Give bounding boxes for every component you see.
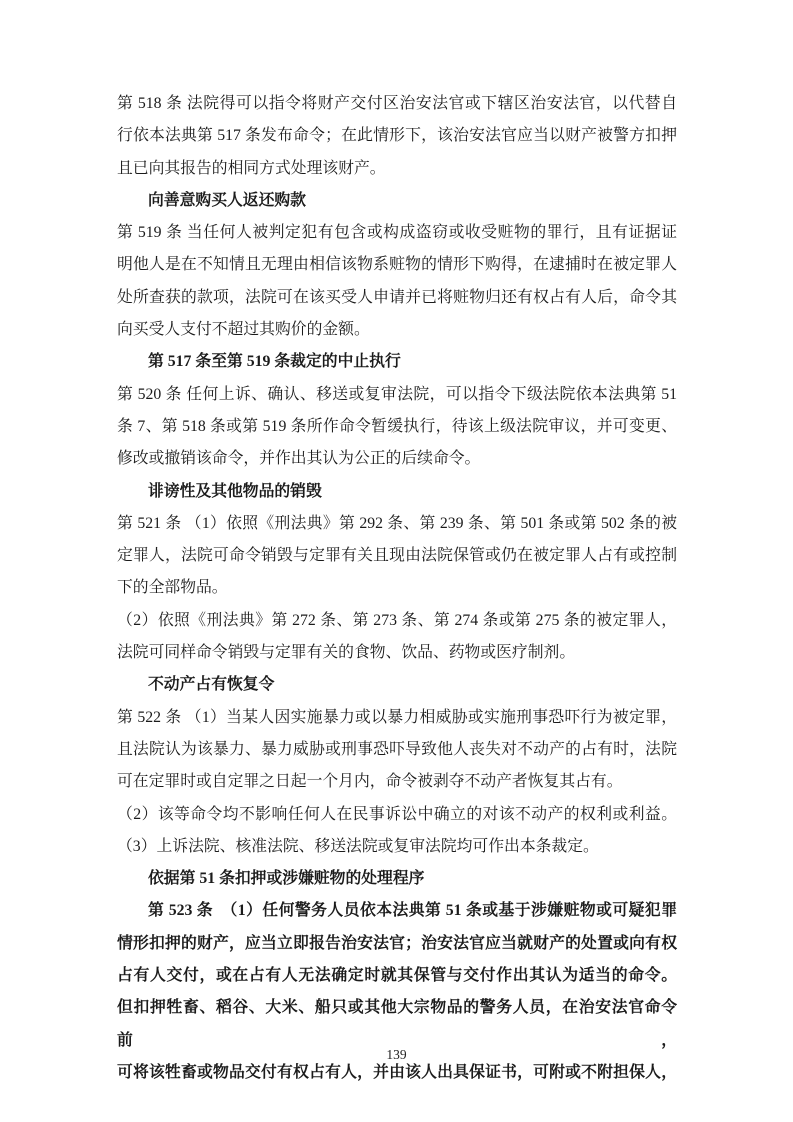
text-line: 第 521 条 （1）依照《刑法典》第 292 条、第 239 条、第 501 条或第 502 条的被 xyxy=(117,514,677,532)
text-line: 第 523 条 （1）任何警务人员依本法典第 51 条或基于涉嫌赃物或可疑犯罪 xyxy=(148,902,677,920)
text-line: （2）该等命令均不影响任何人在民事诉讼中确立的对该不动产的权利或利益。 xyxy=(117,805,677,823)
text-line: 向买受人支付不超过其购价的金额。 xyxy=(117,321,370,339)
text-line: 定罪人，法院可命令销毁与定罪有关且现由法院保管或仍在被定罪人占有或控制 xyxy=(117,547,677,565)
text-line: 处所查获的款项，法院可在该买受人申请并已将赃物归还有权占有人后，命令其 xyxy=(117,288,677,306)
text-line: 占有人交付，或在占有人无法确定时就其保管与交付作出其认为适当的命令。 xyxy=(117,967,677,985)
section-heading: 诽谤性及其他物品的销毁 xyxy=(148,482,322,500)
text-line: 第 519 条 当任何人被判定犯有包含或构成盗窃或收受赃物的罪行，且有证据证 xyxy=(117,224,677,242)
page-number: 139 xyxy=(386,1047,407,1062)
text-line: 情形扣押的财产，应当立即报告治安法官；治安法官应当就财产的处置或向有权 xyxy=(117,934,677,952)
text-line: （3）上诉法院、核准法院、移送法院或复审法院均可作出本条裁定。 xyxy=(117,837,599,855)
text-line: （2）依照《刑法典》第 272 条、第 273 条、第 274 条或第 275 条的被定罪人， xyxy=(117,611,677,629)
text-line: 修改或撤销该命令，并作出其认为公正的后续命令。 xyxy=(117,450,481,468)
section-heading: 向善意购买人返还购款 xyxy=(148,191,306,209)
section-heading: 依据第 51 条扣押或涉嫌赃物的处理程序 xyxy=(148,870,425,888)
text-line: 法院可同样命令销毁与定罪有关的食物、饮品、药物或医疗制剂。 xyxy=(117,644,576,662)
text-line: 且法院认为该暴力、暴力威胁或刑事恐吓导致他人丧失对不动产的占有时，法院 xyxy=(117,740,677,758)
document-body xyxy=(117,88,677,1089)
text-line: 行依本法典第 517 条发布命令；在此情形下，该治安法官应当以财产被警方扣押 xyxy=(117,127,677,145)
text-line: 可将该牲畜或物品交付有权占有人，并由该人出具保证书，可附或不附担保人， xyxy=(117,1063,677,1081)
text-line: 第 518 条 法院得可以指令将财产交付区治安法官或下辖区治安法官，以代替自 xyxy=(117,95,677,112)
text-line: 明他人是在不知情且无理由相信该物系赃物的情形下购得，在逮捕时在被定罪人 xyxy=(117,256,677,274)
section-heading: 第 517 条至第 519 条裁定的中止执行 xyxy=(148,353,401,371)
text-line: 条 7、第 518 条或第 519 条所作命令暂缓执行，待该上级法院审议，并可变更、 xyxy=(117,417,677,435)
text-line: 第 522 条 （1）当某人因实施暴力或以暴力相威胁或实施刑事恐吓行为被定罪， xyxy=(117,708,677,726)
text-line: 且已向其报告的相同方式处理该财产。 xyxy=(117,159,386,177)
text-line: 第 520 条 任何上诉、确认、移送或复审法院，可以指令下级法院依本法典第 51 xyxy=(117,385,677,403)
text-line: 但扣押牲畜、稻谷、大米、船只或其他大宗物品的警务人员，在治安法官命令前， xyxy=(117,999,677,1049)
text-line: 可在定罪时或自定罪之日起一个月内，命令被剥夺不动产者恢复其占有。 xyxy=(117,773,623,791)
section-heading: 不动产占有恢复令 xyxy=(148,676,275,694)
text-line: 下的全部物品。 xyxy=(117,579,228,597)
